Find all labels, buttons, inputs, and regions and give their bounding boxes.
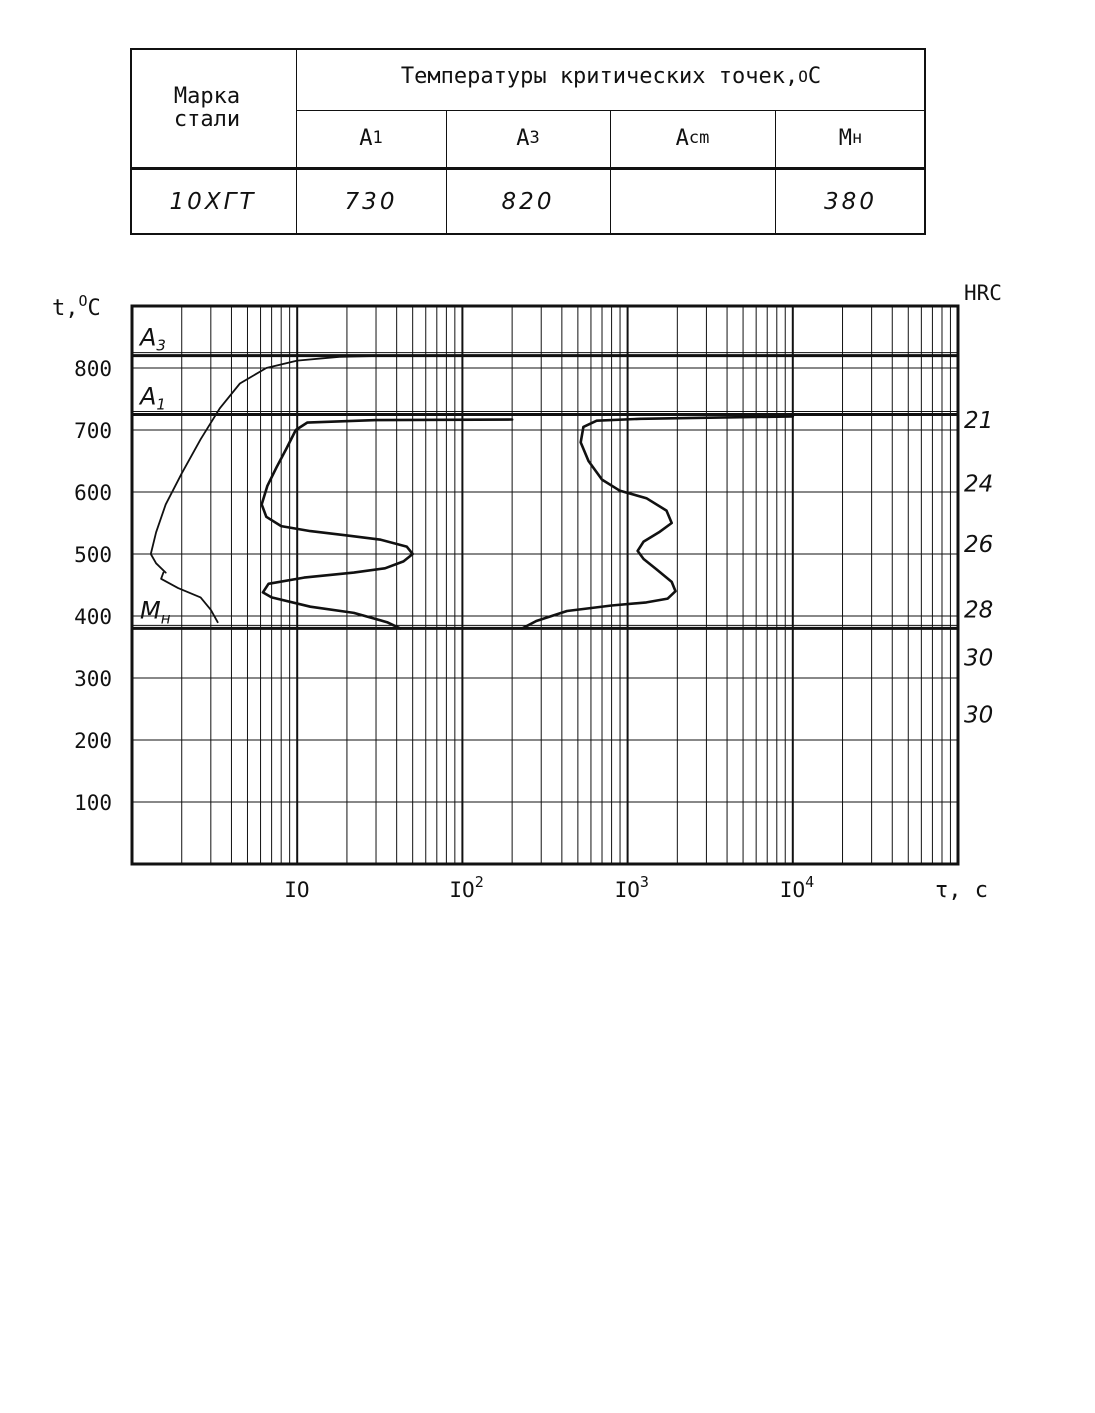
col-header-a3: A 3 <box>516 126 540 152</box>
table-border-top <box>130 48 926 50</box>
curve-2 <box>522 416 793 628</box>
critical-line-label: $M_н$ <box>140 596 171 628</box>
x-axis-label: τ, с <box>935 878 988 903</box>
y-tick-label: 500 <box>74 543 112 567</box>
y-axis-label: t,$^O$C <box>52 292 101 321</box>
temperatures-header-text: Температуры критических точек, <box>400 64 799 90</box>
hrc-label: 26 <box>964 531 994 558</box>
a1-value: 730 <box>344 188 398 215</box>
critical-line-label: $A_1$ <box>140 382 166 414</box>
col-header-acm: A cm <box>675 126 710 152</box>
col-header-a1: A 1 <box>359 126 383 152</box>
critical-line-label: $A_3$ <box>140 323 166 355</box>
plot-frame <box>132 306 958 864</box>
curve-3 <box>151 356 397 573</box>
table-border-bottom <box>130 233 926 235</box>
steel-grade-value: 10ХГТ <box>169 188 257 215</box>
y-tick-label: 200 <box>74 729 112 753</box>
grid-major <box>132 306 958 864</box>
x-tick-label: $IO^4$ <box>779 873 815 902</box>
mn-value: 380 <box>824 188 877 215</box>
y-tick-label: 700 <box>74 419 112 443</box>
x-tick-label: $IO^2$ <box>449 873 484 902</box>
hrc-label: 24 <box>964 471 994 498</box>
hrc-label: 30 <box>964 645 994 672</box>
hrc-label: 21 <box>964 407 994 434</box>
y-tick-label: 600 <box>74 481 112 505</box>
ttt-diagram <box>0 270 1095 910</box>
x-tick-label: IO <box>284 878 310 902</box>
y-tick-label: 800 <box>74 357 112 381</box>
critical-points-table <box>130 48 926 235</box>
hrc-labels <box>964 408 993 729</box>
x-tick-label: $IO^3$ <box>614 873 649 902</box>
y-tick-labels <box>74 357 112 815</box>
steel-grade-header: Марка стали <box>173 83 241 132</box>
table-divider-subheader <box>296 110 926 111</box>
x-tick-labels <box>284 873 814 902</box>
y-tick-label: 100 <box>74 791 112 815</box>
acm-value <box>610 172 775 232</box>
col-header-mn: M н <box>838 126 863 152</box>
y-tick-label: 400 <box>74 605 112 629</box>
temperatures-header <box>296 54 926 100</box>
hrc-label: 30 <box>964 702 994 729</box>
temperatures-unit: C <box>807 64 822 90</box>
y-tick-label: 300 <box>74 667 112 691</box>
hrc-label: 28 <box>964 597 994 624</box>
table-divider-header <box>130 167 926 170</box>
critical-lines <box>132 324 958 629</box>
curve-1 <box>262 420 512 629</box>
right-axis-label-hrc: HRC <box>964 281 1002 305</box>
degree-sup: O <box>798 66 808 86</box>
a3-value: 820 <box>501 188 555 215</box>
